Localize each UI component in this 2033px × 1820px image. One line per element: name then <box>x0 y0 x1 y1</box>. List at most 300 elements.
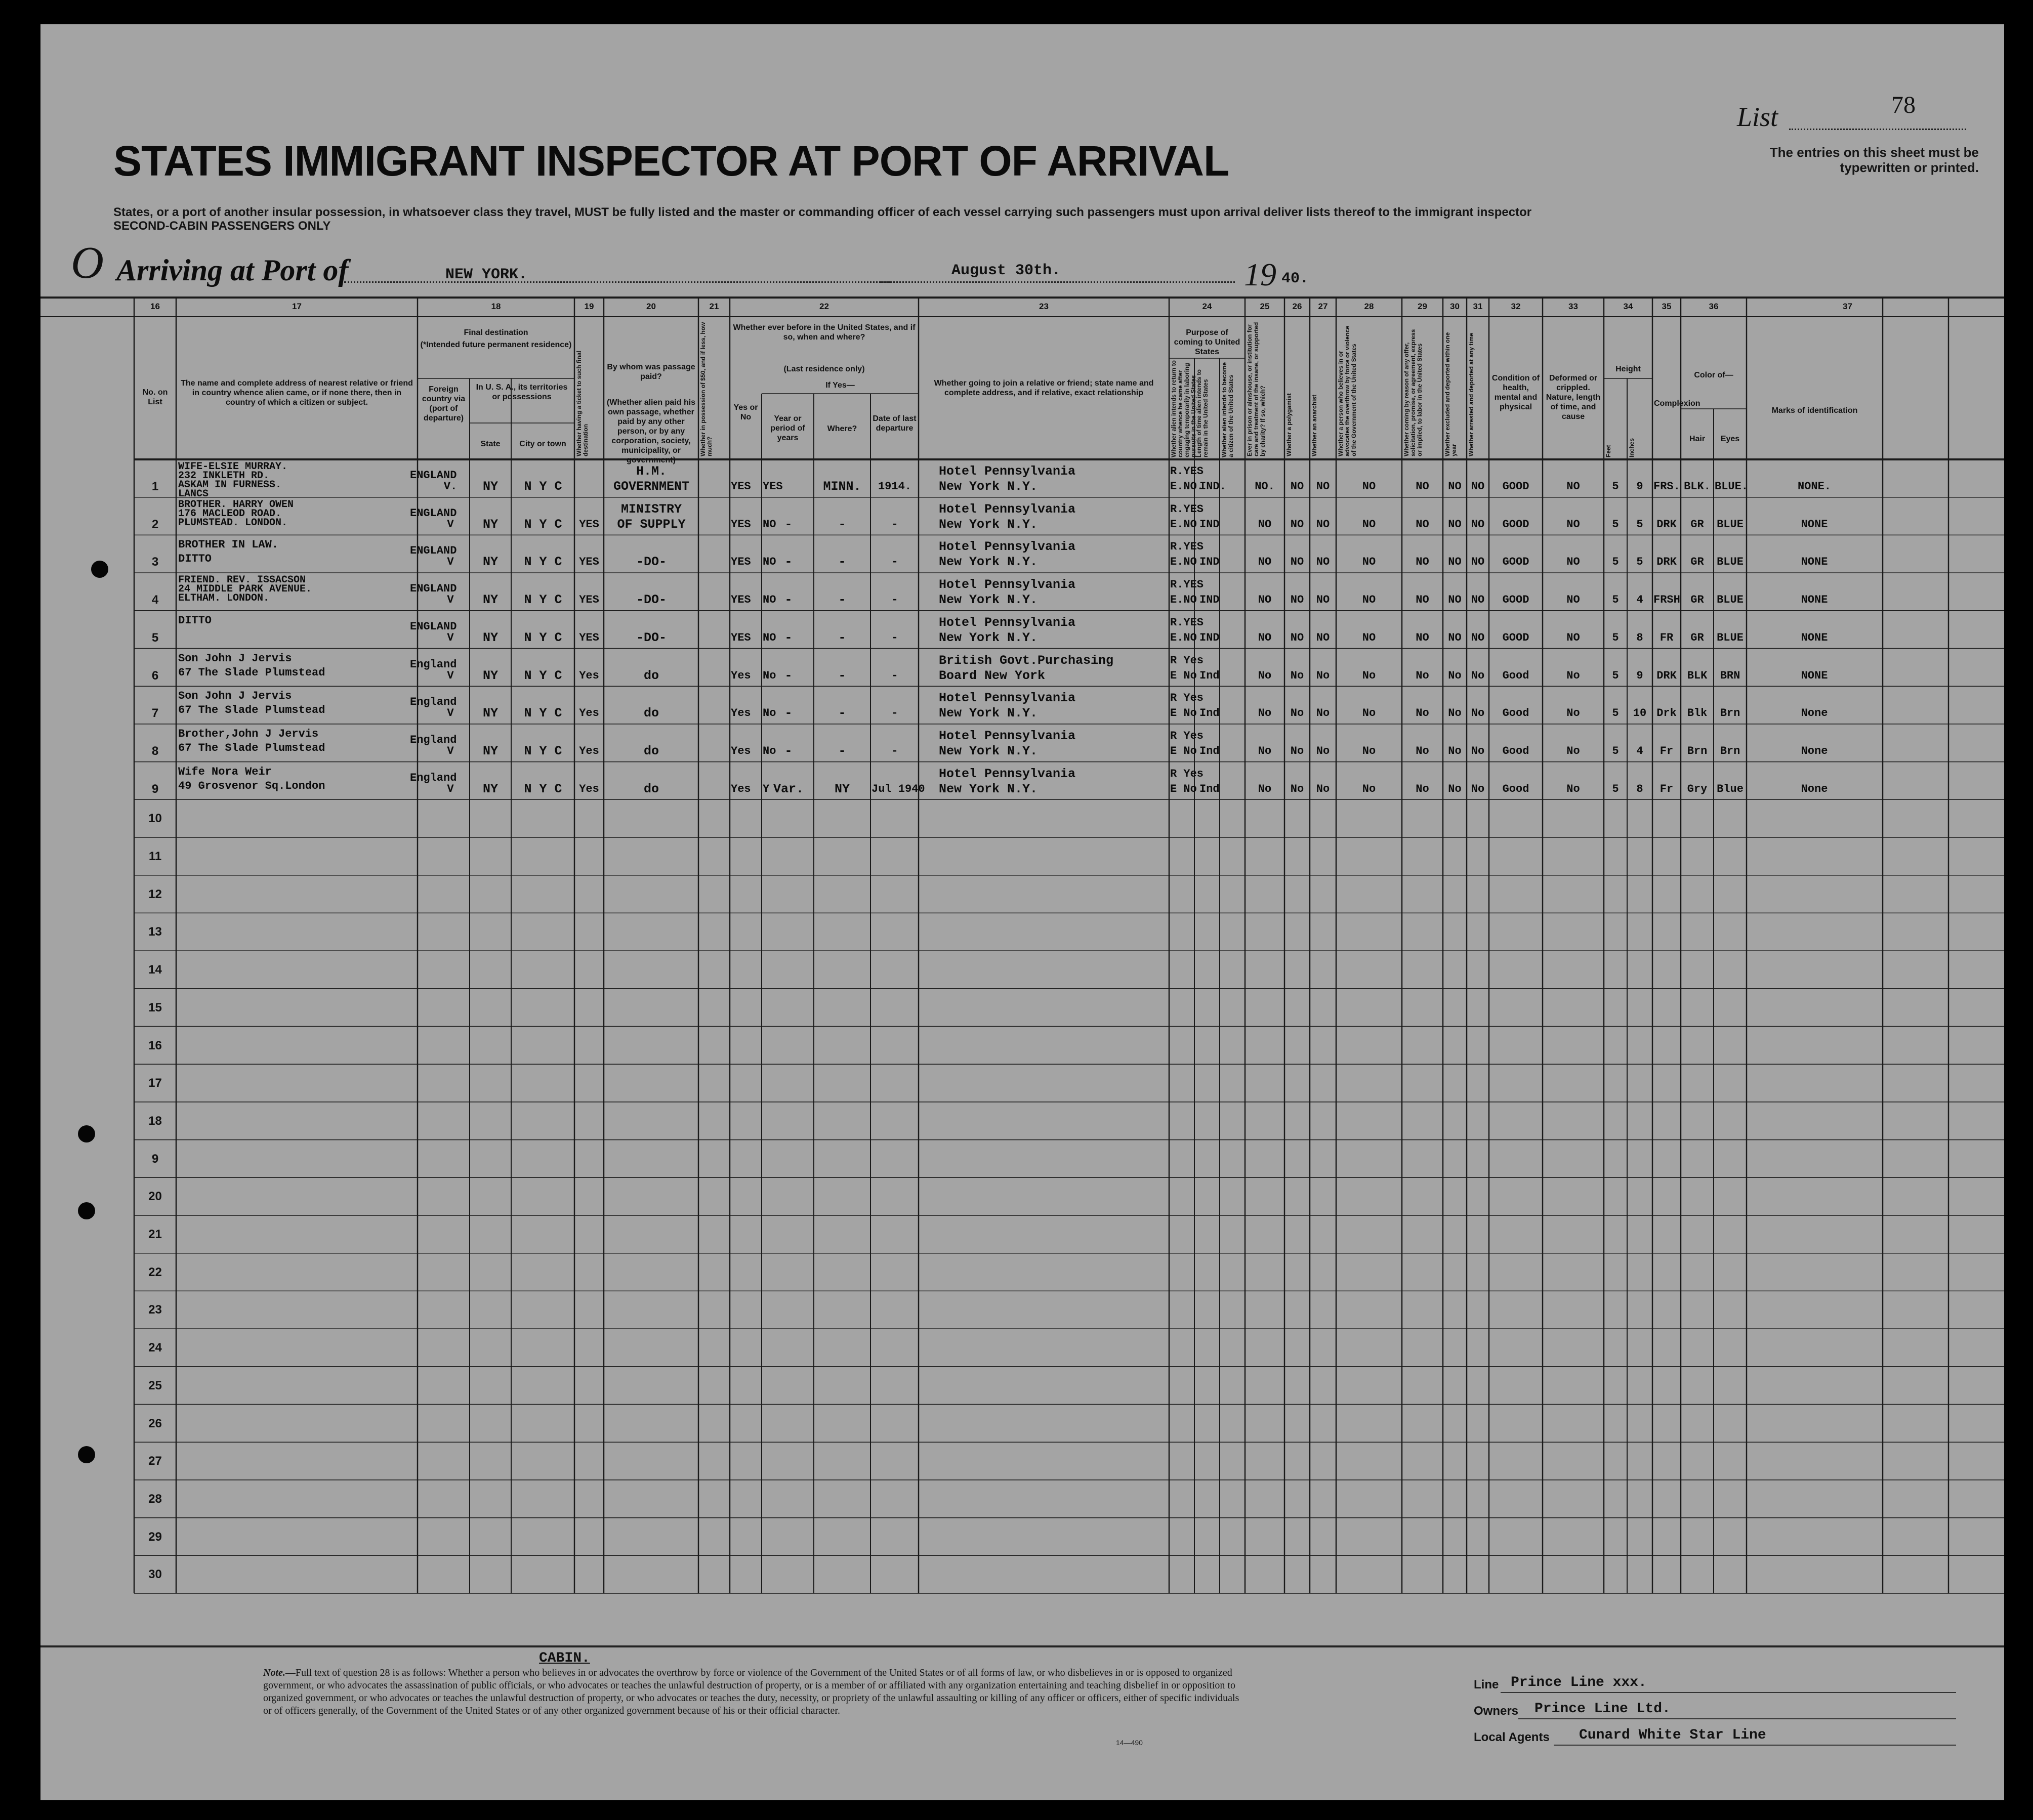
header-no-on-list: No. on List <box>142 388 168 406</box>
q29-labor: No <box>1416 782 1429 795</box>
q27-anarchist: No <box>1316 744 1330 757</box>
eye-color: BLUE <box>1717 631 1744 644</box>
header-col22b: Year or period of years <box>770 414 805 442</box>
join-relative-2: New York N.Y. <box>939 517 1038 532</box>
money-50: YES <box>731 631 751 644</box>
line-value: Prince Line xxx. <box>1511 1675 1647 1690</box>
identification-marks: NONE <box>1801 556 1828 569</box>
ticket: Yes <box>579 782 599 795</box>
dest-state: NY <box>482 630 498 645</box>
purpose-return: R.YES <box>1170 502 1204 516</box>
column-number: 27 <box>1318 302 1328 311</box>
complexion: FR <box>1659 631 1674 644</box>
ticket: YES <box>579 594 599 607</box>
binding-hole <box>78 1446 95 1463</box>
header-col30: Whether excluded and deported within one year <box>1444 332 1458 456</box>
relative-address-line: 176 MACLEOD ROAD. <box>178 507 282 520</box>
relative-address-line: 67 The Slade Plumstead <box>178 666 325 679</box>
deformed: No <box>1566 707 1580 720</box>
q31-deported: No <box>1471 707 1485 720</box>
before-years: - <box>784 706 793 721</box>
deformed: No <box>1566 744 1580 757</box>
join-relative: Hotel Pennsylvania <box>939 615 1076 630</box>
header-inches: Inches <box>1628 438 1635 457</box>
foreign-country: England <box>410 771 457 784</box>
relative-address-line: BROTHER IN LAW. <box>178 538 279 552</box>
identification-marks: None <box>1801 707 1828 720</box>
header-col32: Condition of health, mental and physical <box>1491 374 1540 411</box>
q29-labor: No <box>1416 707 1429 720</box>
dest-city: N Y C <box>524 555 562 570</box>
passage-paid-by: do <box>643 668 659 683</box>
height-feet: 5 <box>1612 707 1619 720</box>
purpose-return: R Yes <box>1170 729 1204 742</box>
health: Good <box>1502 707 1529 720</box>
hair-color: GR <box>1690 631 1704 644</box>
q26-polygamist: NO <box>1290 594 1304 607</box>
dest-city: N Y C <box>524 479 562 494</box>
header-col22d: Date of last departure <box>873 414 917 433</box>
before-in-us: Y <box>763 782 770 795</box>
q30-excluded: NO <box>1448 518 1462 531</box>
q30-excluded: NO <box>1448 480 1462 493</box>
port-underline <box>344 281 891 283</box>
eye-color: Brn <box>1720 707 1740 720</box>
height-feet: 5 <box>1612 518 1619 531</box>
purpose-time: E.NO. <box>1170 480 1204 493</box>
column-number: 35 <box>1662 302 1672 311</box>
identification-marks: NONE <box>1801 669 1828 682</box>
before-in-us: NO <box>763 518 776 531</box>
q31-deported: NO <box>1471 556 1485 569</box>
before-where: NY <box>834 781 850 796</box>
height-inches: 8 <box>1636 782 1643 795</box>
via-port: V. <box>443 480 458 493</box>
row-number: 17 <box>148 1076 162 1090</box>
header-marks: Marks of identification <box>1771 406 1858 415</box>
owners-value: Prince Line Ltd. <box>1534 1701 1671 1717</box>
column-number: 21 <box>709 302 719 311</box>
before-in-us: NO <box>763 594 776 607</box>
relative-address-line: FRIEND. REV. ISSACSON <box>178 574 306 586</box>
row-number: 24 <box>148 1341 162 1355</box>
purpose-return: R.YES <box>1170 578 1204 591</box>
passage-paid-by-2: GOVERNMENT <box>613 479 690 494</box>
identification-marks: NONE <box>1801 631 1828 644</box>
before-years: - <box>784 592 793 608</box>
purpose-citizen: Ind <box>1199 707 1220 720</box>
eye-color: BRN <box>1720 669 1740 682</box>
header-col31: Whether arrested and deported at any time <box>1468 332 1475 456</box>
table-grid <box>40 24 2004 1800</box>
via-port: V <box>447 669 454 682</box>
header-height: Height <box>1615 365 1641 373</box>
money-50: Yes <box>731 744 751 757</box>
passage-paid-by: H.M. <box>636 464 667 479</box>
height-inches: 4 <box>1636 744 1643 757</box>
before-where: - <box>838 706 846 721</box>
before-where: - <box>838 555 846 570</box>
money-50: YES <box>731 480 751 493</box>
complexion: Fr <box>1659 782 1674 795</box>
row-number: 5 <box>151 630 159 645</box>
header-eyes: Eyes <box>1720 435 1740 443</box>
relative-address-line: 232 INKLETH RD. <box>178 470 270 482</box>
purpose-time: E.NO <box>1170 594 1197 607</box>
q28-advocate: NO <box>1362 556 1376 569</box>
row-number: 29 <box>148 1530 162 1544</box>
join-relative-2: New York N.Y. <box>939 479 1038 494</box>
via-port: V <box>447 631 454 644</box>
before-in-us: NO <box>763 556 776 569</box>
q30-excluded: No <box>1448 707 1462 720</box>
eye-color: BLUE <box>1717 518 1744 531</box>
header-col28: Whether a person who believes in or advocates the overthrow by force or violence of the Government of the United States <box>1337 325 1357 456</box>
identification-marks: NONE <box>1801 518 1828 531</box>
health: GOOD <box>1502 480 1529 493</box>
join-relative: Hotel Pennsylvania <box>939 464 1076 479</box>
q29-labor: NO <box>1416 631 1429 644</box>
q31-deported: No <box>1471 669 1485 682</box>
q30-excluded: No <box>1448 669 1462 682</box>
via-port: V <box>447 744 454 757</box>
date-underline <box>881 281 1235 283</box>
before-where: - <box>838 517 846 532</box>
height-feet: 5 <box>1612 782 1619 795</box>
purpose-return: R.YES <box>1170 540 1204 554</box>
height-inches: 5 <box>1636 556 1643 569</box>
before-years: - <box>784 517 793 532</box>
last-departure: Jul 1940 <box>872 782 925 795</box>
date-value: August 30th. <box>951 262 1061 279</box>
q29-labor: NO <box>1416 518 1429 531</box>
row-number: 13 <box>148 925 162 939</box>
relative-address-line: 24 MIDDLE PARK AVENUE. <box>178 583 312 596</box>
complexion: Drk <box>1656 707 1677 720</box>
purpose-citizen: IND <box>1199 594 1220 607</box>
purpose-citizen: Ind <box>1199 669 1220 682</box>
q28-advocate: No <box>1362 707 1376 720</box>
purpose-citizen: IND <box>1199 518 1220 531</box>
dest-city: N Y C <box>524 668 562 683</box>
dest-state: NY <box>482 743 498 758</box>
q26-polygamist: No <box>1290 782 1304 795</box>
hair-color: GR <box>1690 594 1704 607</box>
complexion: DRK <box>1656 669 1677 682</box>
purpose-citizen: IND. <box>1199 480 1226 493</box>
q30-excluded: NO <box>1448 556 1462 569</box>
row-number: 9 <box>151 782 159 796</box>
deformed: NO <box>1566 556 1580 569</box>
list-label: List <box>1737 102 1778 132</box>
before-years: - <box>784 630 793 645</box>
q30-excluded: No <box>1448 782 1462 795</box>
dest-city: N Y C <box>524 592 562 608</box>
ticket: YES <box>579 518 599 531</box>
eye-color: BLUE <box>1717 556 1744 569</box>
column-number: 18 <box>491 302 501 311</box>
row-number: 23 <box>148 1303 162 1317</box>
before-in-us: No <box>763 669 776 682</box>
purpose-time: E No <box>1170 669 1197 682</box>
before-years: - <box>784 743 793 758</box>
purpose-time: E.NO <box>1170 556 1197 569</box>
q29-labor: No <box>1416 669 1429 682</box>
header-col27: Whether an anarchist <box>1311 394 1318 456</box>
q25-prison: No <box>1258 707 1272 720</box>
money-50: Yes <box>731 707 751 720</box>
foreign-country: England <box>410 696 457 709</box>
relative-address-line: 49 Grosvenor Sq.London <box>178 779 325 792</box>
header-complexion: Complexion <box>1654 399 1700 408</box>
note-text: —Full text of question 28 is as follows: Whether a person who believes in or advocates the overthrow by force or violence of the Government of the United States or of all forms of law, or who disbelieves in or is opposed to organized government, or who advocates the assassination of public officials, or who advocates or teaches the unlawful destruction of property, or is a member of or affiliated with any organization entertaining and teaching disbelief in or opposition to organized government, or who advocates or teaches the unlawful destruction of property, or who advocates or teaches the duty, necessity, or propriety of the unlawful assaulting or killing of any officer or officers, either of specific individuals or of officers generally, of the Government of the United States or of any other organized government because of his or their official character. <box>263 1667 1239 1716</box>
q26-polygamist: NO <box>1290 631 1304 644</box>
deformed: No <box>1566 669 1580 682</box>
q25-prison: NO <box>1258 556 1272 569</box>
q27-anarchist: No <box>1316 669 1330 682</box>
via-port: V <box>447 782 454 795</box>
column-number: 31 <box>1473 302 1483 311</box>
deformed: NO <box>1566 631 1580 644</box>
q26-polygamist: NO <box>1290 556 1304 569</box>
column-number: 36 <box>1709 302 1719 311</box>
q27-anarchist: No <box>1316 782 1330 795</box>
height-inches: 4 <box>1636 594 1643 607</box>
q28-advocate: NO <box>1362 518 1376 531</box>
height-feet: 5 <box>1612 669 1619 682</box>
last-departure: - <box>891 518 898 531</box>
row-number: 11 <box>148 850 162 863</box>
q27-anarchist: NO <box>1316 518 1330 531</box>
hair-color: Gry <box>1687 782 1708 795</box>
purpose-time: E No <box>1170 744 1197 757</box>
purpose-citizen: IND <box>1199 556 1220 569</box>
row-number: 3 <box>151 555 159 569</box>
q28-advocate: No <box>1362 744 1376 757</box>
q25-prison: NO <box>1258 594 1272 607</box>
q26-polygamist: No <box>1290 669 1304 682</box>
before-years: Var. <box>773 781 804 796</box>
hair-color: BLK <box>1687 669 1708 682</box>
header-col17: The name and complete address of nearest relative or friend in country whence alien came, or if none there, then in country of which a citizen or subject. <box>181 379 413 407</box>
row-number: 26 <box>148 1416 162 1430</box>
passage-paid-by: do <box>643 781 659 796</box>
row-number: 28 <box>148 1492 162 1506</box>
q25-prison: NO. <box>1255 480 1275 493</box>
arriving-prefix: O <box>71 238 104 288</box>
q31-deported: No <box>1471 782 1485 795</box>
binding-hole <box>78 1125 95 1142</box>
dest-state: NY <box>482 781 498 796</box>
header-col22-ifyes: If Yes— <box>825 381 855 390</box>
dest-city: N Y C <box>524 517 562 532</box>
binding-hole <box>91 561 108 578</box>
join-relative: Hotel Pennsylvania <box>939 728 1076 743</box>
q30-excluded: No <box>1448 744 1462 757</box>
row-number: 21 <box>148 1228 162 1241</box>
q31-deported: NO <box>1471 480 1485 493</box>
header-col22: Whether ever before in the United States, and if so, when and where? <box>733 323 916 342</box>
height-feet: 5 <box>1612 744 1619 757</box>
before-where: - <box>838 630 846 645</box>
header-col22a: Yes or No <box>733 403 758 421</box>
passage-paid-by: -DO- <box>636 592 667 608</box>
header-col26: Whether a polygamist <box>1285 393 1293 456</box>
dest-state: NY <box>482 479 498 494</box>
last-departure: - <box>891 744 898 757</box>
join-relative-2: Board New York <box>939 668 1046 683</box>
q28-advocate: No <box>1362 669 1376 682</box>
relative-address-line: Brother,John J Jervis <box>178 727 319 740</box>
before-where: MINN. <box>823 479 861 494</box>
last-departure: - <box>891 669 898 682</box>
relative-address-line: Son John J Jervis <box>178 690 292 703</box>
q25-prison: No <box>1258 782 1272 795</box>
before-years: - <box>784 668 793 683</box>
header-feet: Feet <box>1605 445 1612 457</box>
column-number: 16 <box>150 302 160 311</box>
foreign-country: ENGLAND <box>410 506 457 520</box>
q27-anarchist: NO <box>1316 480 1330 493</box>
instructions-text <box>113 205 1682 233</box>
join-relative-2: New York N.Y. <box>939 630 1038 645</box>
q29-labor: NO <box>1416 556 1429 569</box>
relative-address-line: ELTHAM. LONDON. <box>178 592 270 605</box>
last-departure: - <box>891 594 898 607</box>
hair-color: Brn <box>1687 744 1708 757</box>
relative-address-line: LANCS <box>178 488 209 500</box>
height-inches: 8 <box>1636 631 1643 644</box>
money-50: Yes <box>731 782 751 795</box>
join-relative: Hotel Pennsylvania <box>939 766 1076 781</box>
dest-city: N Y C <box>524 706 562 721</box>
header-col22-sub: (Last residence only) <box>783 365 865 373</box>
before-years: - <box>784 555 793 570</box>
complexion: DRK <box>1656 556 1677 569</box>
row-number: 15 <box>148 1000 162 1014</box>
health: GOOD <box>1502 556 1529 569</box>
join-relative: Hotel Pennsylvania <box>939 501 1076 517</box>
eye-color: BLUE. <box>1715 480 1749 493</box>
header-col18c: City or town <box>519 440 566 448</box>
before-in-us: No <box>763 744 776 757</box>
purpose-return: R.YES <box>1170 616 1204 629</box>
q27-anarchist: No <box>1316 707 1330 720</box>
ticket: YES <box>579 631 599 644</box>
column-number: 24 <box>1202 302 1212 311</box>
dest-state: NY <box>482 517 498 532</box>
q27-anarchist: NO <box>1316 594 1330 607</box>
join-relative: Hotel Pennsylvania <box>939 691 1076 706</box>
foreign-country: ENGLAND <box>410 469 457 482</box>
row-number: 10 <box>148 812 162 826</box>
eye-color: Brn <box>1720 744 1740 757</box>
column-number: 20 <box>646 302 656 311</box>
row-number: 9 <box>151 1152 159 1166</box>
dest-city: N Y C <box>524 743 562 758</box>
q31-deported: NO <box>1471 631 1485 644</box>
dest-city: N Y C <box>524 781 562 796</box>
join-relative: Hotel Pennsylvania <box>939 539 1076 555</box>
money-50: Yes <box>731 669 751 682</box>
purpose-citizen: IND <box>1199 631 1220 644</box>
hair-color: BLK. <box>1684 480 1711 493</box>
port-value: NEW YORK. <box>445 266 528 283</box>
money-50: YES <box>731 518 751 531</box>
before-in-us: NO <box>763 631 776 644</box>
header-col24: Purpose of coming to United States <box>1174 328 1240 356</box>
join-relative: Hotel Pennsylvania <box>939 577 1076 592</box>
passage-paid-by: -DO- <box>636 555 667 570</box>
passage-paid-by-2: OF SUPPLY <box>617 517 686 532</box>
row-number: 22 <box>148 1265 162 1279</box>
ticket: Yes <box>579 707 599 720</box>
row-number: 7 <box>151 706 159 721</box>
q27-anarchist: NO <box>1316 556 1330 569</box>
q26-polygamist: No <box>1290 707 1304 720</box>
deformed: NO <box>1566 480 1580 493</box>
hair-color: GR <box>1690 518 1704 531</box>
passage-paid-by: MINISTRY <box>620 501 682 517</box>
header-col20: By whom was passage paid? <box>607 363 695 381</box>
form-number: 14—490 <box>1116 1739 1143 1747</box>
q25-prison: No <box>1258 744 1272 757</box>
purpose-time: E.NO <box>1170 631 1197 644</box>
identification-marks: NONE. <box>1797 480 1831 493</box>
instructions-line-2: SECOND-CABIN PASSENGERS ONLY <box>113 219 331 233</box>
year-prefix: 19 <box>1244 257 1276 292</box>
join-relative: British Govt.Purchasing <box>939 653 1114 668</box>
header-hair: Hair <box>1689 435 1706 443</box>
ticket: YES <box>579 556 599 569</box>
row-number: 8 <box>151 744 159 758</box>
foreign-country: England <box>410 658 457 671</box>
row-number: 27 <box>148 1454 162 1468</box>
column-number: 32 <box>1511 302 1521 311</box>
before-where: - <box>838 743 846 758</box>
relative-address-line: BROTHER. HARRY OWEN <box>178 498 294 511</box>
row-number: 18 <box>148 1114 162 1128</box>
height-inches: 5 <box>1636 518 1643 531</box>
dest-state: NY <box>482 592 498 608</box>
complexion: FRSH <box>1653 594 1680 607</box>
last-departure: 1914. <box>878 480 911 493</box>
purpose-time: E No <box>1170 707 1197 720</box>
footer-divider <box>40 1645 2004 1647</box>
before-where: - <box>838 592 846 608</box>
column-number: 37 <box>1843 302 1852 311</box>
header-final-destination: Final destination <box>464 328 528 337</box>
q27-anarchist: NO <box>1316 631 1330 644</box>
passage-paid-by: -DO- <box>636 630 667 645</box>
list-number: 78 <box>1891 92 1916 118</box>
cabin-label: CABIN. <box>539 1650 590 1666</box>
row-number: 6 <box>151 668 159 683</box>
height-feet: 5 <box>1612 594 1619 607</box>
height-inches: 9 <box>1636 480 1643 493</box>
q25-prison: NO <box>1258 631 1272 644</box>
q28-advocate: NO <box>1362 594 1376 607</box>
row-number: 1 <box>151 480 159 493</box>
deformed: No <box>1566 782 1580 795</box>
binding-hole <box>78 1202 95 1219</box>
dest-state: NY <box>482 555 498 570</box>
purpose-return: R Yes <box>1170 654 1204 667</box>
health: GOOD <box>1502 518 1529 531</box>
agents-underline <box>1554 1745 1956 1746</box>
health: Good <box>1502 669 1529 682</box>
join-relative-2: New York N.Y. <box>939 555 1038 570</box>
